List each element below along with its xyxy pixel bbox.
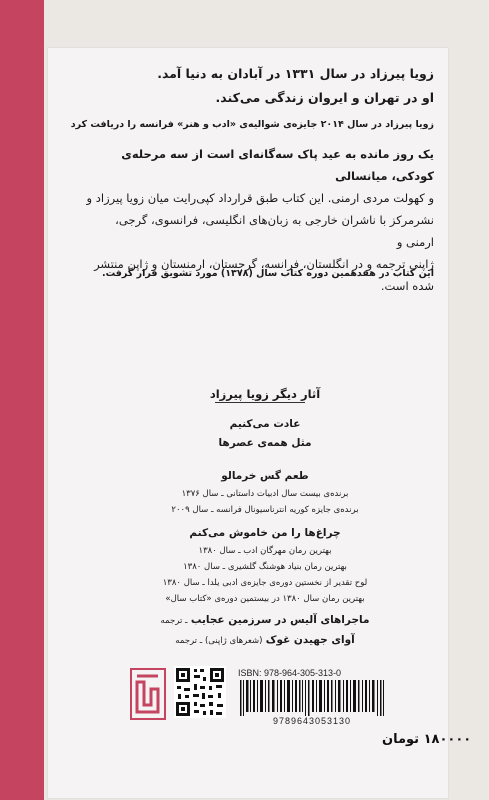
bio-line-2: او در تهران و ایروان زندگی می‌کند.	[215, 90, 434, 105]
work-2: مثل همه‌ی عصرها	[218, 437, 312, 449]
work-3-award-2: برنده‌ی جایزه کوریه انترناسیونال فرانسه ـ سال ۲۰۰۹	[171, 505, 359, 515]
work-6-note: (شعرهای ژاپنی) ـ ترجمه	[175, 636, 263, 646]
work-3-award-1: برنده‌ی بیست سال ادبیات داستانی ـ سال ۱۳۷۶	[181, 489, 349, 499]
about-line-2: و کهولت مردی ارمنی. این کتاب طبق قرارداد کپی‌رایت میان زویا پیرزاد و	[86, 191, 434, 205]
works-heading: آثار دیگر زویا پیرزاد	[209, 387, 321, 401]
price-label: ۱۸۰۰۰۰ تومان	[382, 732, 472, 747]
work-3: طعم گس خرمالو	[221, 470, 309, 482]
about-line-1	[84, 143, 434, 187]
about-line-4: ژاپنی ترجمه و در انگلستان، فرانسه، گرجستان، ارمنستان و ژاپن منتشر	[94, 257, 434, 271]
work-6-title: آوای جهیدن غوک	[265, 634, 355, 646]
work-5	[90, 614, 440, 626]
isbn-label: ISBN: 978-964-305-313-0	[238, 668, 342, 678]
work-4-award-2: بهترین رمان بنیاد هوشنگ گلشیری ـ سال ۱۳۸۰	[183, 562, 347, 572]
work-4-award-4: بهترین رمان سال ۱۳۸۰ در بیستمین دوره‌ی «کتاب سال»	[165, 594, 365, 604]
work-5-title: ماجراهای آلیس در سرزمین عجایب	[190, 614, 370, 626]
work-4: چراغ‌ها را من خاموش می‌کنم	[189, 527, 341, 539]
work-4-award-1: بهترین رمان مهرگان ادب ـ سال ۱۳۸۰	[198, 546, 332, 556]
about-line-5: شده است.	[380, 279, 434, 293]
work-5-note: ـ ترجمه	[160, 616, 188, 626]
bio-line-1: زویا پیرزاد در سال ۱۳۳۱ در آبادان به دنیا آمد.	[157, 66, 434, 81]
work-6	[90, 634, 440, 646]
award-line: این کتاب در هفدهمین دوره کتاب سال (۱۳۷۸) مورد تشویق قرار گرفت.	[102, 268, 434, 279]
works-heading-underline	[215, 402, 305, 403]
barcode-icon	[238, 680, 386, 716]
qr-code-icon	[174, 666, 226, 718]
publisher-logo-icon	[130, 668, 166, 720]
work-1: عادت می‌کنیم	[229, 418, 301, 430]
spine-strip	[0, 0, 44, 800]
about-line-1-text: یک روز مانده به عید پاک سه‌گانه‌ای است از سه مرحله‌ی کودکی، میانسالی	[121, 147, 434, 183]
barcode-number: 9789643053130	[272, 716, 352, 726]
bio-line-3: زویا پیرزاد در سال ۲۰۱۴ جایزه‌ی شوالیه‌ی «ادب و هنر» فرانسه را دریافت کرد	[70, 119, 434, 130]
work-4-award-3: لوح تقدیر از نخستین دوره‌ی جایزه‌ی ادبی یلدا ـ سال ۱۳۸۰	[162, 578, 368, 588]
about-line-3: نشرمرکز با ناشران خارجی به زبان‌های انگلیسی، فرانسوی، گرجی، ارمنی و	[115, 213, 434, 249]
